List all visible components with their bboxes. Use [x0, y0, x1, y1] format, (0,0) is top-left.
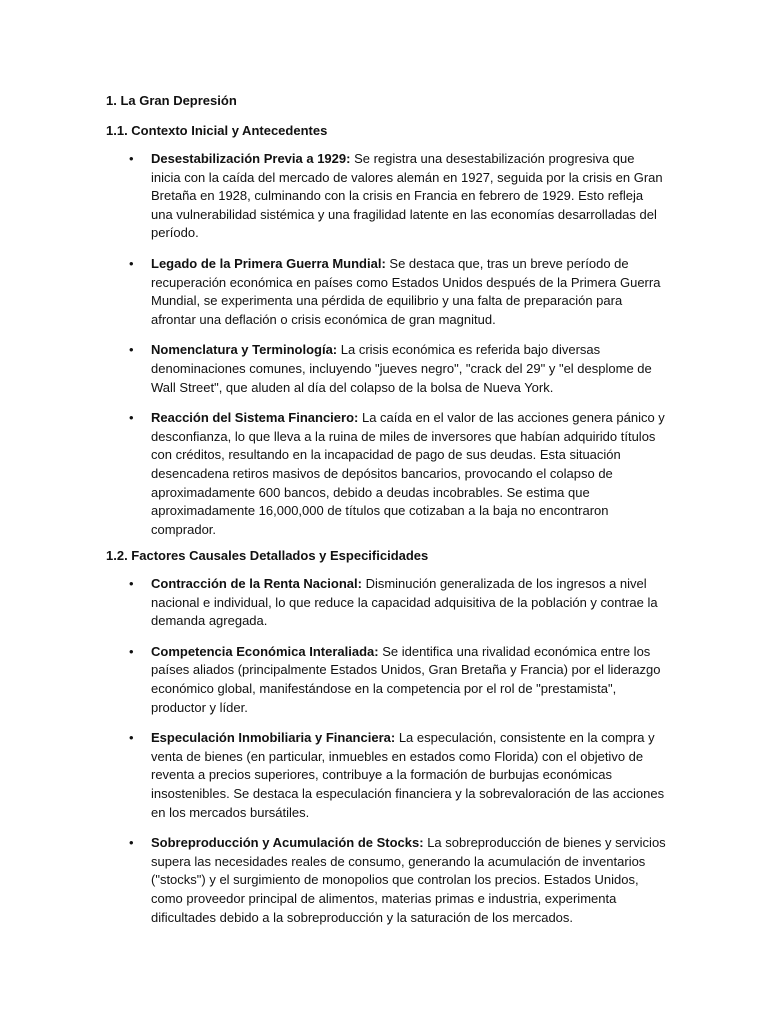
item-term: Legado de la Primera Guerra Mundial: [151, 255, 386, 271]
bullet-icon: • [129, 151, 134, 166]
item-term: Desestabilización Previa a 1929: [151, 151, 351, 166]
bullet-list-1-2 [106, 575, 666, 939]
item-term: Contracción de la Renta Nacional: [151, 576, 362, 591]
item-term: Competencia Económica Interaliada: [151, 643, 379, 659]
bullet-icon: • [129, 410, 134, 426]
list-item [106, 255, 666, 329]
item-text: La crisis económica es referida bajo diversas denominaciones comunes, incluyendo "jueves negro", "crack del 29" y "el desplome de Wall Street", que aluden al día del colapso de la bolsa de Nueva York. [151, 342, 652, 395]
item-text: Se registra una desestabilización progresiva que inicia con la caída del mercado de valores alemán en 1927, seguida por la crisis en Gran Bretaña en 1928, culminando con la crisis en Francia en febrero de 1929. Esto refleja una vulnerabilidad sistémica y una fragilidad latente en las economías desarrolladas del período. [151, 151, 663, 241]
list-item [106, 150, 666, 243]
item-text: Disminución generalizada de los ingresos a nivel nacional e individual, lo que reduce la capacidad adquisitiva de la población y contrae la demanda agregada. [151, 576, 658, 629]
list-item [106, 341, 666, 397]
subsection-title-1-2: 1.2. Factores Causales Detallados y Especificidades [106, 548, 429, 563]
section-title: 1. La Gran Depresión [106, 93, 237, 108]
list-item [106, 729, 666, 822]
bullet-icon: • [129, 342, 134, 358]
list-item [106, 834, 666, 927]
item-term: Sobreproducción y Acumulación de Stocks: [151, 835, 424, 851]
item-term: Nomenclatura y Terminología: [151, 342, 338, 358]
bullet-icon: • [129, 576, 134, 591]
item-text: La sobreproducción de bienes y servicios supera las necesidades reales de consumo, generando la acumulación de inventarios ("stocks") y el surgimiento de monopolios que controlan los precios. Estados Unidos, como proveedor principal de alimentos, materias primas e industria, experimenta dificultades debido a la sobreproducción y la saturación de los mercados. [151, 835, 666, 925]
bullet-list-1-1 [106, 150, 666, 551]
item-text: Se identifica una rivalidad económica entre los países aliados (principalmente Estados Unidos, Gran Bretaña y Francia) por el liderazgo económico global, manifestándose en la competencia por el rol de "prestamista", productor y líder. [151, 643, 661, 715]
subsection-title-1-1: 1.1. Contexto Inicial y Antecedentes [106, 123, 328, 138]
bullet-icon: • [129, 255, 134, 271]
item-term: Especulación Inmobiliaria y Financiera: [151, 730, 396, 746]
item-text: Se destaca que, tras un breve período de recuperación económica en países como Estados Unidos después de la Primera Guerra Mundial, se experimenta una pérdida de equilibrio y una falta de preparación para afrontar una deflación o crisis económica de gran magnitud. [151, 255, 661, 327]
item-text: La especulación, consistente en la compra y venta de bienes (en particular, inmuebles en estados como Florida) con el objetivo de reventa a precios superiores, contribuye a la formación de burbujas económicas insostenibles. Se destaca la especulación financiera y la sobrevaloración de las acciones en los mercados bursátiles. [151, 730, 665, 820]
item-term: Reacción del Sistema Financiero: [151, 410, 359, 426]
bullet-icon: • [129, 643, 134, 659]
list-item [106, 409, 666, 539]
list-item [106, 643, 666, 717]
bullet-icon: • [129, 730, 134, 746]
bullet-icon: • [129, 835, 134, 851]
list-item [106, 575, 666, 631]
item-text: La caída en el valor de las acciones genera pánico y desconfianza, lo que lleva a la ruina de miles de inversores que habían adquirido títulos con créditos, resultando en la incapacidad de pago de sus deudas. Esta situación desencadena retiros masivos de depósitos bancarios, provocando el colapso de aproximadamente 600 bancos, debido a deudas incobrables. Se estima que aproximadamente 16,000,000 de títulos que cotizaban a la baja no encontraron comprador. [151, 410, 665, 537]
